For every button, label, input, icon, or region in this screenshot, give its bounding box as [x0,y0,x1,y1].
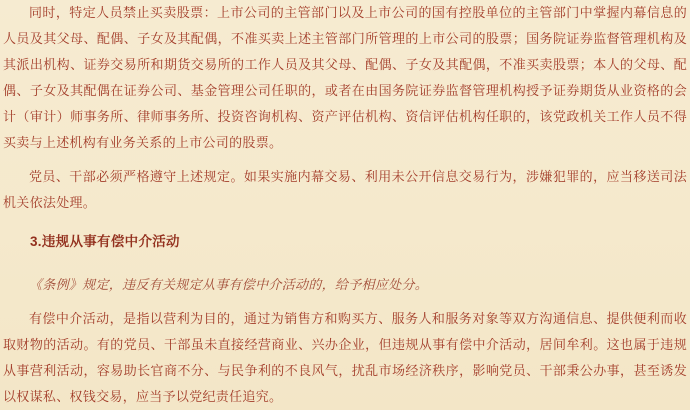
paragraph-paid-intermediary-explanation: 有偿中介活动，是指以营利为目的，通过为销售方和购买方、服务人和服务对象等双方沟通信息、提供便利而收取财物的活动。有的党员、干部虽未直接经营商业、兴办企业，但违规从事有偿中介活动，居间牟利。这也属于违规从事营利活动，容易助长官商不分、与民争利的不良风气，扰乱市场经济秩序，影响党员、干部秉公办事，甚至诱发以权谋私、权钱交易，应当予以党纪责任追究。 [3,311,687,404]
section-heading-paid-intermediary: 3.违规从事有偿中介活动 [30,234,180,249]
regulation-quote: 《条例》规定，违反有关规定从事有偿中介活动的，给予相应处分。 [29,277,429,292]
paragraph-discipline-requirement: 党员、干部必须严格遵守上述规定。如果实施内幕交易、利用未公开信息交易行为，涉嫌犯罪的，应当移送司法机关依法处理。 [3,169,687,210]
paragraph-stock-trading-ban: 同时，特定人员禁止买卖股票：上市公司的主管部门以及上市公司的国有控股单位的主管部门中掌握内幕信息的人员及其父母、配偶、子女及其配偶，不准买卖上述主管部门所管理的上市公司的股票；国务院证券监督管理机构及其派出机构、证券交易所和期货交易所的工作人员及其父母、配偶、子女及其配偶，不准买卖股票；本人的父母、配偶、子女及其配偶在证券公司、基金管理公司任职的，或者在由国务院证券监督管理机构授予证券期货从业资格的会计（审计）师事务所、律师事务所、投资咨询机构、资产评估机构、资信评估机构任职的，该党政机关工作人员不得买卖与上述机构有业务关系的上市公司的股票。 [3,5,687,150]
